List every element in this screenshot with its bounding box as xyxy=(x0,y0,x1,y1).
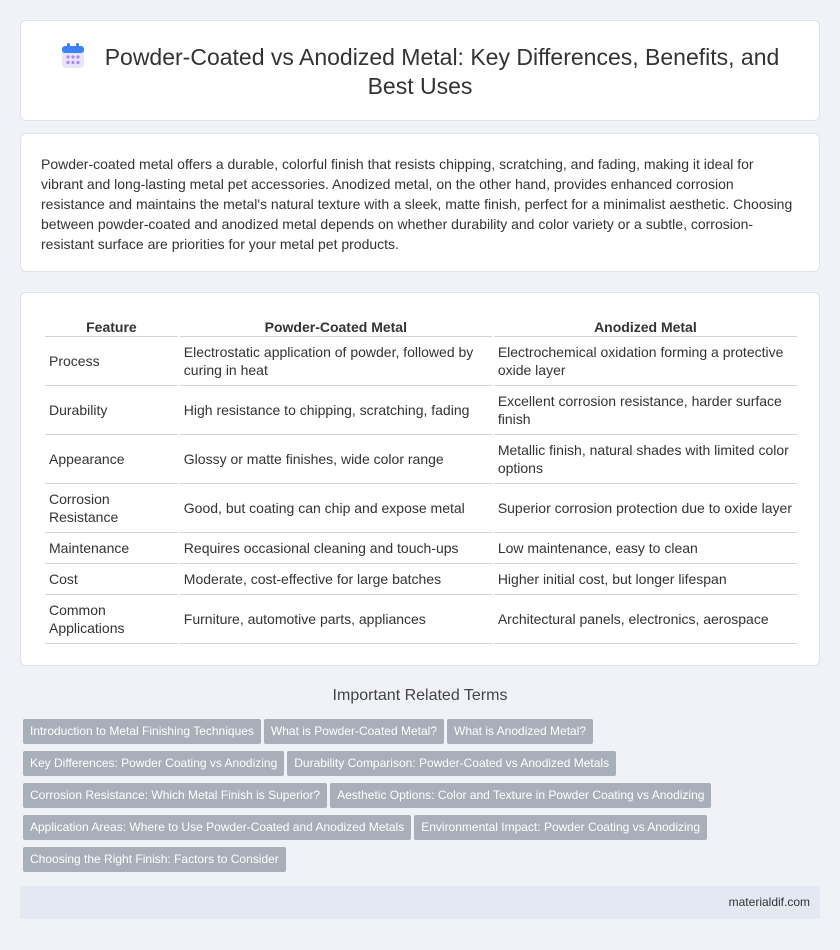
row-feature: Common Applications xyxy=(45,595,178,644)
related-term-tag[interactable]: Introduction to Metal Finishing Techniques xyxy=(23,719,261,744)
table-row xyxy=(45,337,797,386)
row-powder-coated: Requires occasional cleaning and touch-ups xyxy=(180,533,492,564)
header-powder-coated: Powder-Coated Metal xyxy=(180,315,492,337)
comparison-table xyxy=(43,315,799,644)
intro-card xyxy=(20,133,820,272)
table-row xyxy=(45,386,797,435)
row-powder-coated: Furniture, automotive parts, appliances xyxy=(180,595,492,644)
row-powder-coated: Glossy or matte finishes, wide color range xyxy=(180,435,492,484)
row-powder-coated: Good, but coating can chip and expose metal xyxy=(180,484,492,533)
related-term-tag[interactable]: Key Differences: Powder Coating vs Anodizing xyxy=(23,751,284,776)
table-row xyxy=(45,435,797,484)
footer-site-link[interactable]: materialdif.com xyxy=(728,895,810,909)
page-title: Powder-Coated vs Anodized Metal: Key Differences, Benefits, and Best Uses xyxy=(104,44,780,99)
footer-bar xyxy=(20,886,820,919)
table-header-row xyxy=(45,315,797,337)
row-anodized: Electrochemical oxidation forming a protective oxide layer xyxy=(494,337,797,386)
row-feature: Maintenance xyxy=(45,533,178,564)
header-feature: Feature xyxy=(45,315,178,337)
title-card xyxy=(20,20,820,121)
table-row xyxy=(45,595,797,644)
related-term-tag[interactable]: What is Powder-Coated Metal? xyxy=(264,719,444,744)
related-term-tag[interactable]: Choosing the Right Finish: Factors to Consider xyxy=(23,847,286,872)
related-terms-list xyxy=(23,719,823,879)
row-anodized: Excellent corrosion resistance, harder surface finish xyxy=(494,386,797,435)
table-row xyxy=(45,484,797,533)
row-feature: Appearance xyxy=(45,435,178,484)
row-feature: Cost xyxy=(45,564,178,595)
header-anodized: Anodized Metal xyxy=(494,315,797,337)
intro-paragraph: Powder-coated metal offers a durable, colorful finish that resists chipping, scratching, and fading, making it ideal for vibrant and long-lasting metal pet accessories. Anodized metal, on the other hand, provides enhanced corrosion resistance and maintains the metal's natural texture with a sleek, matte finish, perfect for a minimalist aesthetic. Choosing between powder-coated and anodized metal depends on whether durability and color variety or a subtle, corrosion-resistant surface are priorities for your metal pet products. xyxy=(41,156,793,252)
row-anodized: Superior corrosion protection due to oxide layer xyxy=(494,484,797,533)
row-feature: Process xyxy=(45,337,178,386)
related-terms-heading: Important Related Terms xyxy=(332,687,508,704)
calendar-icon xyxy=(61,43,85,69)
page-title-wrap xyxy=(21,43,819,101)
row-anodized: Low maintenance, easy to clean xyxy=(494,533,797,564)
row-feature: Corrosion Resistance xyxy=(45,484,178,533)
row-anodized: Architectural panels, electronics, aerospace xyxy=(494,595,797,644)
row-anodized: Higher initial cost, but longer lifespan xyxy=(494,564,797,595)
row-feature: Durability xyxy=(45,386,178,435)
related-term-tag[interactable]: Aesthetic Options: Color and Texture in Powder Coating vs Anodizing xyxy=(330,783,711,808)
row-powder-coated: Moderate, cost-effective for large batches xyxy=(180,564,492,595)
related-term-tag[interactable]: Durability Comparison: Powder-Coated vs Anodized Metals xyxy=(287,751,616,776)
row-anodized: Metallic finish, natural shades with limited color options xyxy=(494,435,797,484)
table-row xyxy=(45,533,797,564)
row-powder-coated: Electrostatic application of powder, followed by curing in heat xyxy=(180,337,492,386)
row-powder-coated: High resistance to chipping, scratching, fading xyxy=(180,386,492,435)
related-term-tag[interactable]: Corrosion Resistance: Which Metal Finish is Superior? xyxy=(23,783,327,808)
related-term-tag[interactable]: What is Anodized Metal? xyxy=(447,719,593,744)
table-row xyxy=(45,564,797,595)
related-term-tag[interactable]: Environmental Impact: Powder Coating vs Anodizing xyxy=(414,815,707,840)
related-term-tag[interactable]: Application Areas: Where to Use Powder-Coated and Anodized Metals xyxy=(23,815,411,840)
comparison-card xyxy=(20,292,820,666)
